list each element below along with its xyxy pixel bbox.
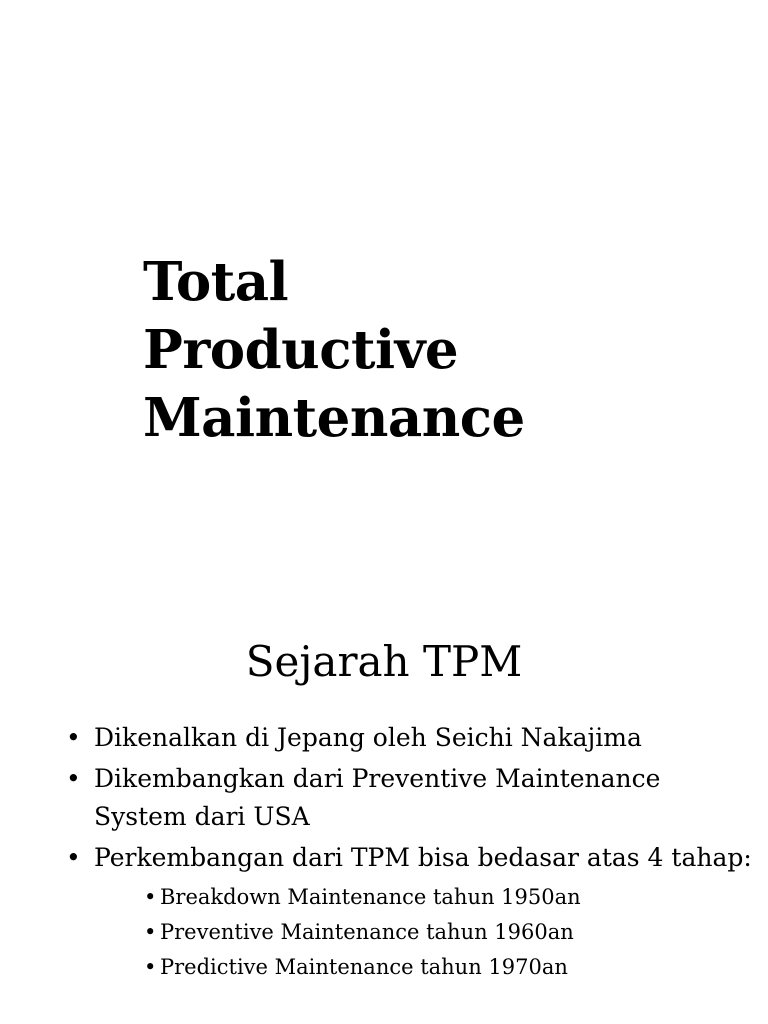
slide-title bbox=[143, 248, 525, 452]
sub-bullet-text: Preventive Maintenance tahun 1960an bbox=[160, 920, 574, 944]
bullet-item bbox=[66, 719, 756, 757]
sub-bullet-item bbox=[144, 880, 756, 915]
sub-bullet-text: Breakdown Maintenance tahun 1950an bbox=[160, 885, 581, 909]
sub-bullet-item bbox=[144, 915, 756, 950]
sub-bullet-item bbox=[144, 950, 756, 985]
bullet-dot-icon: • bbox=[66, 843, 81, 872]
sub-bullet-dot-icon: • bbox=[144, 955, 157, 979]
bullet-list bbox=[66, 719, 756, 985]
bullet-dot-icon: • bbox=[66, 764, 81, 793]
bullet-item bbox=[66, 760, 756, 836]
sub-bullet-text: Predictive Maintenance tahun 1970an bbox=[160, 955, 568, 979]
bullet-item bbox=[66, 839, 756, 877]
bullet-text: Dikenalkan di Jepang oleh Seichi Nakajima bbox=[94, 723, 642, 752]
title-line-1: Total bbox=[143, 251, 289, 313]
bullet-dot-icon: • bbox=[66, 723, 81, 752]
title-line-2: Productive bbox=[143, 319, 459, 381]
sub-bullet-dot-icon: • bbox=[144, 920, 157, 944]
bullet-text: Dikembangkan dari Preventive Maintenance System dari USA bbox=[94, 764, 661, 831]
section-title: Sejarah TPM bbox=[245, 637, 523, 686]
sub-bullet-list bbox=[144, 880, 756, 985]
sub-bullet-container bbox=[66, 880, 756, 985]
sub-bullet-dot-icon: • bbox=[144, 885, 157, 909]
bullet-text: Perkembangan dari TPM bisa bedasar atas 4 tahap: bbox=[94, 843, 752, 872]
title-line-3: Maintenance bbox=[143, 387, 525, 449]
